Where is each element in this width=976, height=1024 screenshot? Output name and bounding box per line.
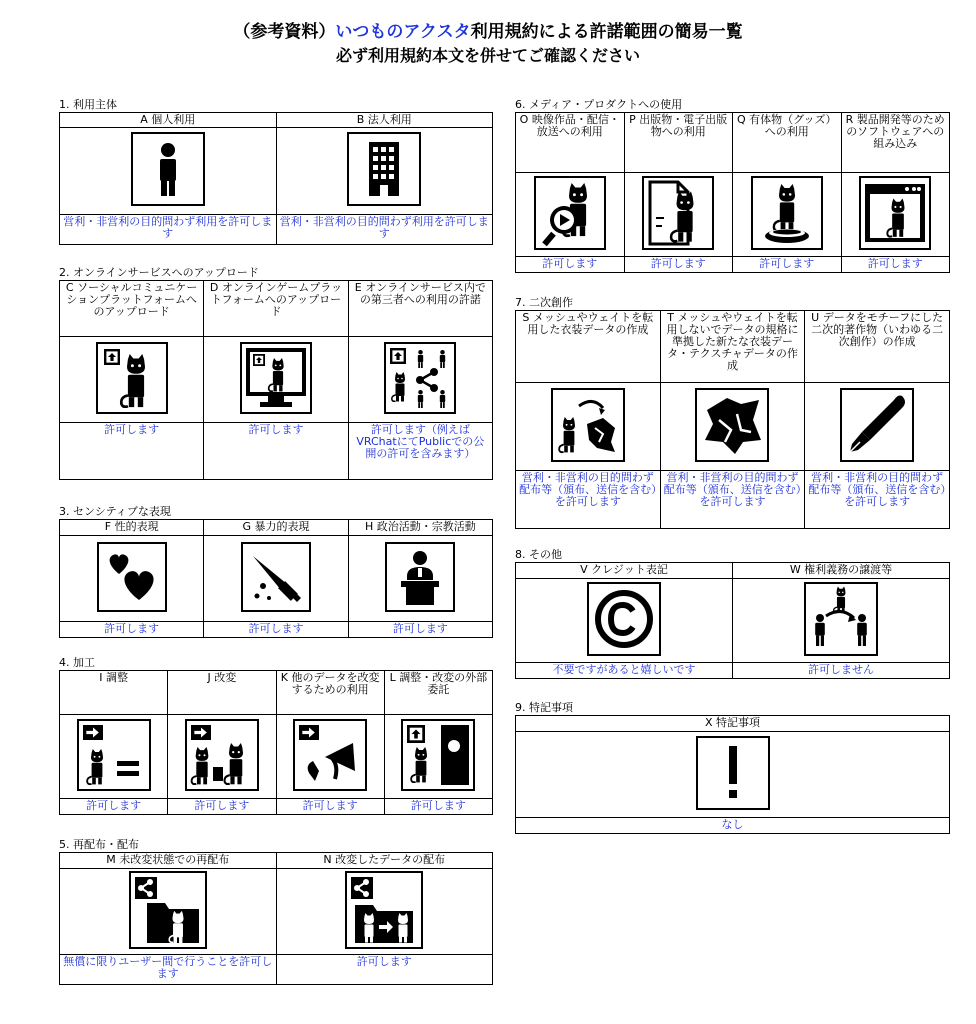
item-label: E オンラインサービス内での第三者への利用の許諾 — [348, 281, 492, 337]
item-label: I 調整 — [60, 671, 168, 715]
section-redistribution — [59, 838, 493, 985]
permission-text: 許可します — [276, 955, 493, 985]
transfer-rights-icon — [804, 582, 878, 656]
permission-text: 営利・非営利の目的問わず配布等（頒布、送信を含む）を許可します — [516, 471, 661, 529]
item-label: V クレジット表記 — [516, 563, 733, 579]
permission-text: なし — [516, 818, 950, 834]
permission-text: 営利・非営利の目的問わず利用を許可します — [276, 215, 493, 245]
section-online-upload — [59, 266, 493, 480]
copyright-icon — [587, 582, 661, 656]
permission-text: 許可します — [204, 622, 348, 638]
outfit-icon — [695, 388, 769, 462]
permission-text: 許可します — [204, 423, 348, 480]
item-label: A 個人利用 — [60, 113, 277, 128]
modify-cat-icon — [185, 719, 259, 791]
permission-text: 許可します — [624, 257, 733, 273]
item-label: S メッシュやウェイトを転用した衣装データの作成 — [516, 311, 661, 383]
acrylic-stand-icon — [751, 176, 823, 250]
item-label: J 改変 — [168, 671, 276, 715]
item-label: C ソーシャルコミュニケーションプラットフォームへのアップロード — [60, 281, 204, 337]
section-processing — [59, 656, 493, 815]
item-label: U データをモチーフにした二次的著作物（いわゆる二次創作）の作成 — [805, 311, 950, 383]
upload-monitor-cat-icon — [240, 342, 312, 414]
software-window-cat-icon — [859, 176, 931, 250]
permission-text: 許可します — [168, 799, 276, 815]
section-title: 3. センシティブな表現 — [59, 505, 171, 518]
permission-text: 許可します — [60, 622, 204, 638]
section-others — [515, 548, 950, 679]
item-label: W 権利義務の譲渡等 — [733, 563, 950, 579]
permission-text: 無償に限りユーザー間で行うことを許可します — [60, 955, 277, 985]
outsource-icon — [401, 719, 475, 791]
item-label: G 暴力的表現 — [204, 520, 348, 536]
office-building-icon — [347, 132, 421, 206]
permission-text: 許可します — [841, 257, 950, 273]
video-play-cat-icon — [534, 176, 606, 250]
item-label: H 政治活動・宗教活動 — [348, 520, 492, 536]
permission-text: 許可します — [60, 423, 204, 480]
permission-text: 営利・非営利の目的問わず利用を許可します — [60, 215, 277, 245]
permission-text: 営利・非営利の目的問わず配布等（頒布、送信を含む）を許可します — [805, 471, 950, 529]
permission-text: 許可しません — [733, 663, 950, 679]
permission-text: 許可します（例えばVRChatにてPublicでの公開の許可を含みます） — [348, 423, 492, 480]
section-special-notes — [515, 701, 950, 834]
document-cat-icon — [642, 176, 714, 250]
upload-cat-icon — [96, 342, 168, 414]
page-subtitle: 必ず利用規約本文を併せてご確認ください — [335, 46, 640, 65]
permission-text: 許可します — [384, 799, 492, 815]
item-label: O 映像作品・配信・放送への利用 — [516, 113, 625, 173]
item-label: K 他のデータを改変するための利用 — [276, 671, 384, 715]
modify-other-data-icon — [293, 719, 367, 791]
section-title: 7. 二次創作 — [515, 296, 573, 309]
exclamation-icon — [696, 736, 770, 810]
permission-text: 許可します — [348, 622, 492, 638]
section-title: 9. 特記事項 — [515, 701, 573, 714]
permission-text: 許可します — [60, 799, 168, 815]
upload-share-cat-icon — [384, 342, 456, 414]
adjust-cat-equal-icon — [77, 719, 151, 791]
person-icon — [131, 132, 205, 206]
section-title: 6. メディア・プロダクトへの使用 — [515, 98, 683, 111]
permission-text: 許可します — [733, 257, 842, 273]
section-title: 8. その他 — [515, 548, 562, 561]
section-media-product — [515, 98, 950, 273]
item-label: T メッシュやウェイトを転用しないでデータの規格に準拠した新たな衣装データ・テクスチャデータの作成 — [660, 311, 805, 383]
page-title: （参考資料）いつものアクスタ利用規約による許諾範囲の簡易一覧 必ず利用規約本文を併せてご確認ください — [0, 20, 976, 68]
section-title: 4. 加工 — [59, 656, 95, 669]
item-label: L 調整・改変の外部委託 — [384, 671, 492, 715]
permission-text: 許可します — [516, 257, 625, 273]
share-modified-cat-icon — [345, 871, 423, 949]
permission-text: 許可します — [276, 799, 384, 815]
item-label: X 特記事項 — [516, 716, 950, 732]
cat-to-outfit-icon — [551, 388, 625, 462]
pen-nib-icon — [840, 388, 914, 462]
knife-blood-icon — [241, 542, 311, 612]
hearts-icon — [97, 542, 167, 612]
item-label: R 製品開発等のためのソフトウェアへの組み込み — [841, 113, 950, 173]
section-usage-subject — [59, 98, 493, 245]
section-title: 1. 利用主体 — [59, 98, 117, 111]
section-sensitive-expression — [59, 505, 493, 638]
item-label: F 性的表現 — [60, 520, 204, 536]
item-label: N 改変したデータの配布 — [276, 853, 493, 869]
section-title: 2. オンラインサービスへのアップロード — [59, 266, 259, 279]
item-label: D オンラインゲームプラットフォームへのアップロード — [204, 281, 348, 337]
section-derivative-works — [515, 296, 950, 529]
section-title: 5. 再配布・配布 — [59, 838, 139, 851]
title-accent: いつものアクスタ — [335, 22, 471, 42]
permission-text: 営利・非営利の目的問わず配布等（頒布、送信を含む）を許可します — [660, 471, 805, 529]
item-label: M 未改変状態での再配布 — [60, 853, 277, 869]
item-label: P 出版物・電子出版物への利用 — [624, 113, 733, 173]
permission-text: 不要ですがあると嬉しいです — [516, 663, 733, 679]
item-label: Q 有体物（グッズ）への利用 — [733, 113, 842, 173]
item-label: B 法人利用 — [276, 113, 493, 128]
share-folder-cat-icon — [129, 871, 207, 949]
podium-speaker-icon — [385, 542, 455, 612]
